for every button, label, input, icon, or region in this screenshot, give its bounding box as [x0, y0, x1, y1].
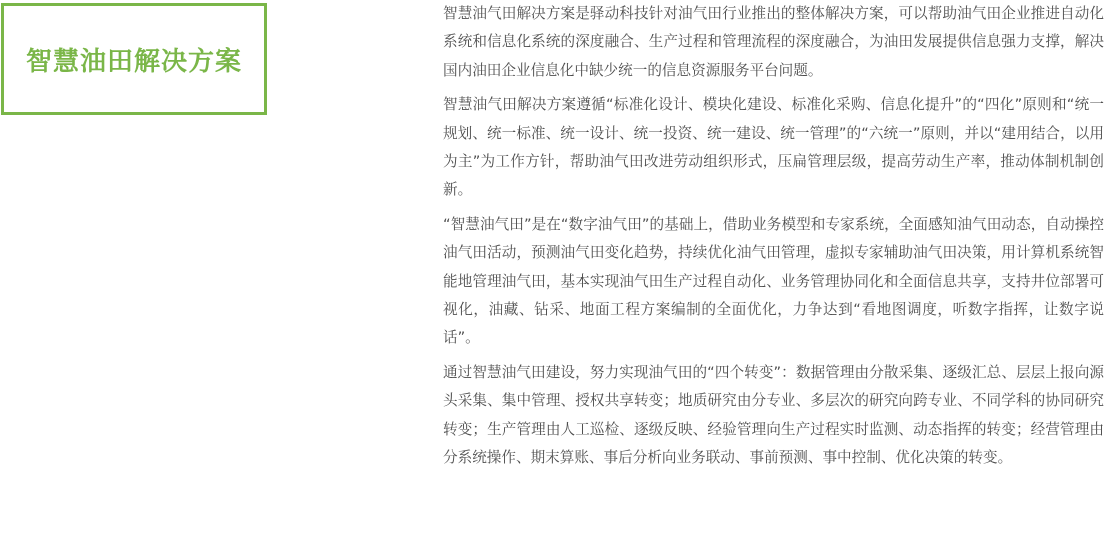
title-box — [1, 3, 267, 115]
paragraph-four-transitions: 通过智慧油气田建设，努力实现油气田的“四个转变”：数据管理由分散采集、逐级汇总、层层上报向源头采集、集中管理、授权共享转变；地质研究由分专业、多层次的研究向跨专业、不同学科的协同研究转变；生产管理由人工巡检、逐级反映、经验管理向生产过程实时监测、动态指挥的转变；经营管理由分系统操作、期末算账、事后分析向业务联动、事前预测、事中控制、优化决策的转变。 — [443, 363, 1104, 467]
page-title: 智慧油田解决方案 — [25, 46, 242, 77]
article-body — [443, 0, 1104, 479]
paragraph-principles: 智慧油气田解决方案遵循“标准化设计、模块化建设、标准化采购、信息化提升”的“四化”原则和“统一规划、统一标准、统一设计、统一投资、统一建设、统一管理”的“六统一”原则，并以“建用结合，以用为主”为工作方针，帮助油气田改进劳动组织形式，压扁管理层级，提高劳动生产率，推动体制机制创新。 — [443, 96, 1104, 199]
paragraph-definition: “智慧油气田”是在“数字油气田”的基础上，借助业务模型和专家系统，全面感知油气田动态，自动操控油气田活动，预测油气田变化趋势，持续优化油气田管理，虚拟专家辅助油气田决策，用计算机系统智能地管理油气田，基本实现油气田生产过程自动化、业务管理协同化和全面信息共享，支持井位部署可视化，油藏、钻采、地面工程方案编制的全面优化，力争达到“看地图调度，听数字指挥，让数字说话”。 — [443, 215, 1104, 347]
paragraph-intro: 智慧油气田解决方案是驿动科技针对油气田行业推出的整体解决方案，可以帮助油气田企业推进自动化系统和信息化系统的深度融合、生产过程和管理流程的深度融合，为油田发展提供信息强力支撑，解决国内油田企业信息化中缺少统一的信息资源服务平台问题。 — [443, 5, 1104, 79]
